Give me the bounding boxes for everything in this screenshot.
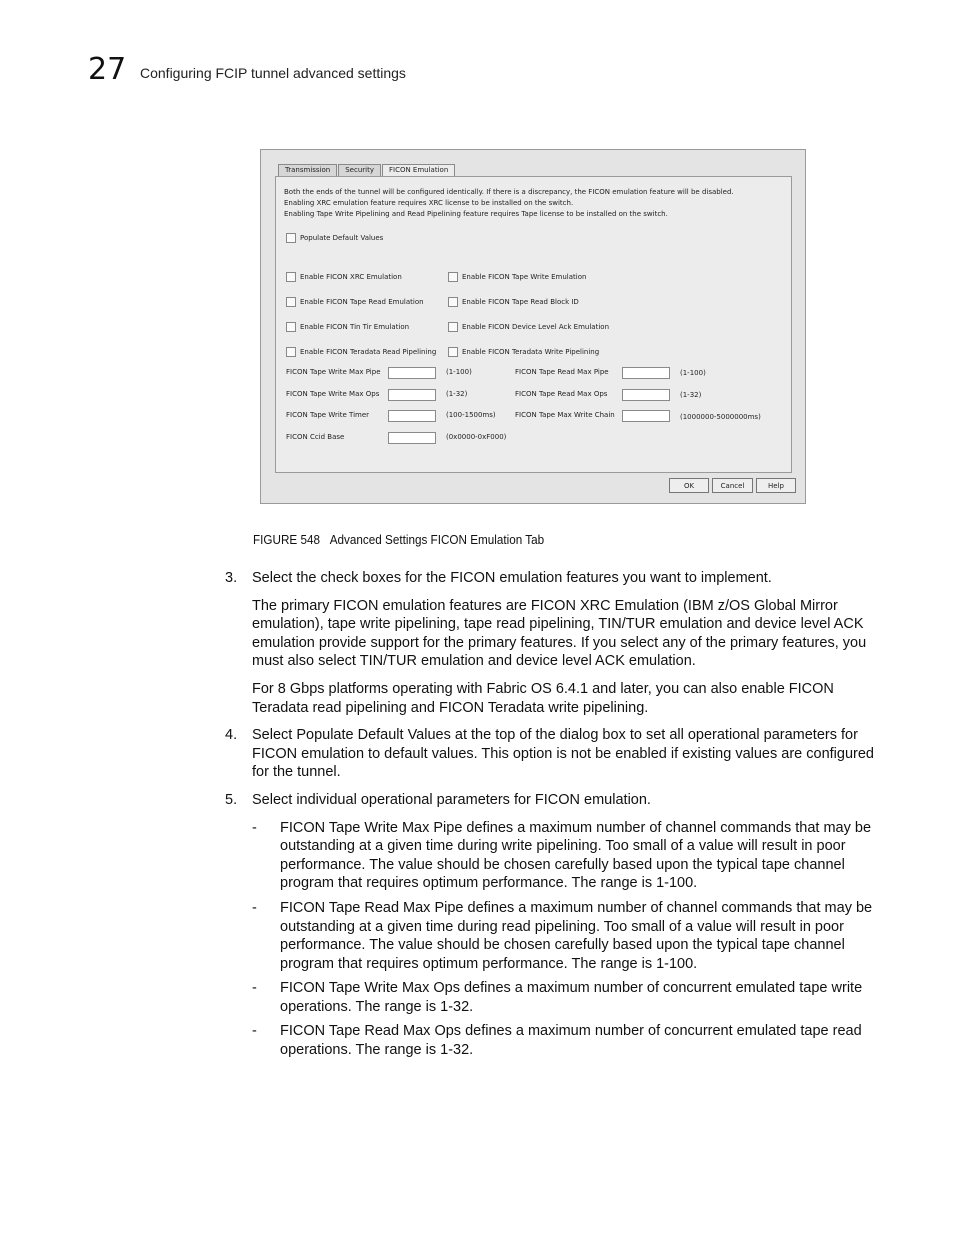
ccid-base-input[interactable] [388,432,436,444]
bullet-term: FICON Tape Read Max Ops [280,1023,462,1040]
bullet-item [225,819,875,893]
checkbox-box[interactable] [286,347,296,357]
info-line: Both the ends of the tunnel will be configured identically. If there is a discrepancy, the FICON emulation feature will be disabled. [284,188,734,196]
tape-write-emulation-checkbox[interactable] [448,272,586,282]
step-text: Select the check boxes for the FICON emulation features you want to implement. [252,570,772,586]
figure-caption [253,532,544,547]
figure-title: Advanced Settings FICON Emulation Tab [329,532,545,547]
write-max-pipe-input[interactable] [388,367,436,379]
bullet-dash: - [252,819,257,836]
checkbox-label: Enable FICON Tape Write Emulation [462,273,587,281]
figure-number: FIGURE 548 [253,532,320,547]
read-max-ops-range: (1-32) [680,391,702,399]
bullet-text: defines a maximum number of channel commands that may be outstanding at a given time during read pipelining. Too small of a value will result in poor performance. The value should be chosen carefully based upon the typical tape channel program that requires optimum performance. The range is 1-100. [280,899,873,972]
step-term: Populate Default Values [296,727,451,744]
step-3 [225,569,875,588]
write-timer-range: (100-1500ms) [446,411,496,419]
checkbox-box[interactable] [286,272,296,282]
tape-read-block-id-checkbox[interactable] [448,297,579,307]
max-write-chain-input[interactable] [622,410,670,422]
cancel-button[interactable]: Cancel [712,478,753,493]
paragraph: The primary FICON emulation features are FICON XRC Emulation (IBM z/OS Global Mirror emulation), tape write pipelining, tape read pipelining, TIN/TUR emulation and device level ACK emulation provide support for the primary features. If you select any of the primary features, you must also select TIN/TUR emulation and device level ACK emulation. [252,597,867,670]
body-text [225,569,875,1066]
chapter-title: Configuring FCIP tunnel advanced settings [140,65,406,81]
bullet-item [225,1022,875,1059]
step-text-pre: Select [252,727,297,744]
advanced-settings-dialog [260,149,806,504]
checkbox-label: Enable FICON Teradata Write Pipelining [462,348,600,356]
checkbox-label: Populate Default Values [300,234,384,242]
step-number: 3. [225,570,238,586]
bullet-term: FICON Tape Read Max Pipe [280,899,464,916]
write-timer-label: FICON Tape Write Timer [286,411,370,419]
checkbox-box[interactable] [448,322,458,332]
bullet-dash: - [252,1023,257,1040]
write-max-pipe-range: (1-100) [446,368,472,376]
chapter-number: 27 [88,52,127,87]
step-text-post: at the top of the dialog box to set all operational parameters for FICON emulation to default values. This option is not be enabled if existing values are configured for the tunnel. [252,727,874,781]
read-max-pipe-label: FICON Tape Read Max Pipe [515,368,609,376]
checkbox-box[interactable] [448,347,458,357]
read-max-ops-input[interactable] [622,389,670,401]
checkbox-box[interactable] [448,297,458,307]
checkbox-box[interactable] [448,272,458,282]
step-number: 5. [225,791,238,808]
info-line: Enabling Tape Write Pipelining and Read Pipelining feature requires Tape license to be installed on the switch. [284,210,668,218]
tab-security[interactable]: Security [338,164,381,176]
bullet-text: defines a maximum number of channel commands that may be outstanding at a given time during write pipelining. Too small of a value will result in poor performance. The value should be chosen carefully based upon the typical tape channel program that requires optimum performance. The range is 1-100. [280,819,872,892]
tin-tir-emulation-checkbox[interactable] [286,322,409,332]
teradata-read-checkbox[interactable] [286,347,436,357]
bullet-text: defines a maximum number of concurrent emulated tape read operations. The range is 1-32. [280,1023,862,1059]
tab-bar [278,164,456,176]
tape-read-emulation-checkbox[interactable] [286,297,424,307]
ok-button[interactable]: OK [669,478,709,493]
max-write-chain-range: (1000000-5000000ms) [680,413,761,421]
checkbox-label: Enable FICON Device Level Ack Emulation [462,323,609,331]
ccid-base-label: FICON Ccid Base [286,433,345,441]
checkbox-label: Enable FICON XRC Emulation [300,273,402,281]
write-max-ops-input[interactable] [388,389,436,401]
step-number: 4. [225,727,238,744]
read-max-ops-label: FICON Tape Read Max Ops [515,390,608,398]
ficon-emulation-panel [275,176,792,473]
checkbox-label: Enable FICON Tape Read Block ID [462,298,579,306]
info-line: Enabling XRC emulation feature requires XRC license to be installed on the switch. [284,199,574,207]
teradata-write-checkbox[interactable] [448,347,599,357]
checkbox-box[interactable] [286,297,296,307]
bullet-term: FICON Tape Write Max Pipe [280,819,463,836]
checkbox-box[interactable] [286,233,296,243]
read-max-pipe-range: (1-100) [680,369,706,377]
bullet-dash: - [252,899,257,916]
checkbox-label: Enable FICON Teradata Read Pipelining [300,348,437,356]
tab-transmission[interactable]: Transmission [278,164,337,176]
populate-default-checkbox[interactable] [286,233,383,243]
write-max-ops-label: FICON Tape Write Max Ops [286,390,380,398]
bullet-term: FICON Tape Write Max Ops [280,980,460,997]
checkbox-box[interactable] [286,322,296,332]
bullet-dash: - [252,980,257,997]
help-button[interactable]: Help [756,478,796,493]
paragraph: For 8 Gbps platforms operating with Fabric OS 6.4.1 and later, you can also enable FICON Teradata read pipelining and FICON Teradata write pipelining. [252,680,834,716]
ccid-base-range: (0x0000-0xF000) [446,433,507,441]
step-text: Select individual operational parameters for FICON emulation. [252,791,651,808]
write-timer-input[interactable] [388,410,436,422]
read-max-pipe-input[interactable] [622,367,670,379]
bullet-text: defines a maximum number of concurrent emulated tape write operations. The range is 1-32. [280,980,863,1015]
bullet-item [225,979,875,1016]
write-max-ops-range: (1-32) [446,390,468,398]
xrc-emulation-checkbox[interactable] [286,272,402,282]
info-text [284,187,734,220]
step-5 [225,791,875,810]
write-max-pipe-label: FICON Tape Write Max Pipe [286,368,381,376]
step-4 [225,726,875,782]
max-write-chain-label: FICON Tape Max Write Chain [515,411,615,419]
checkbox-label: Enable FICON Tape Read Emulation [300,298,424,306]
checkbox-label: Enable FICON Tin Tir Emulation [300,323,410,331]
tab-ficon-emulation[interactable]: FICON Emulation [382,164,455,177]
device-level-ack-checkbox[interactable] [448,322,609,332]
bullet-item [225,899,875,973]
